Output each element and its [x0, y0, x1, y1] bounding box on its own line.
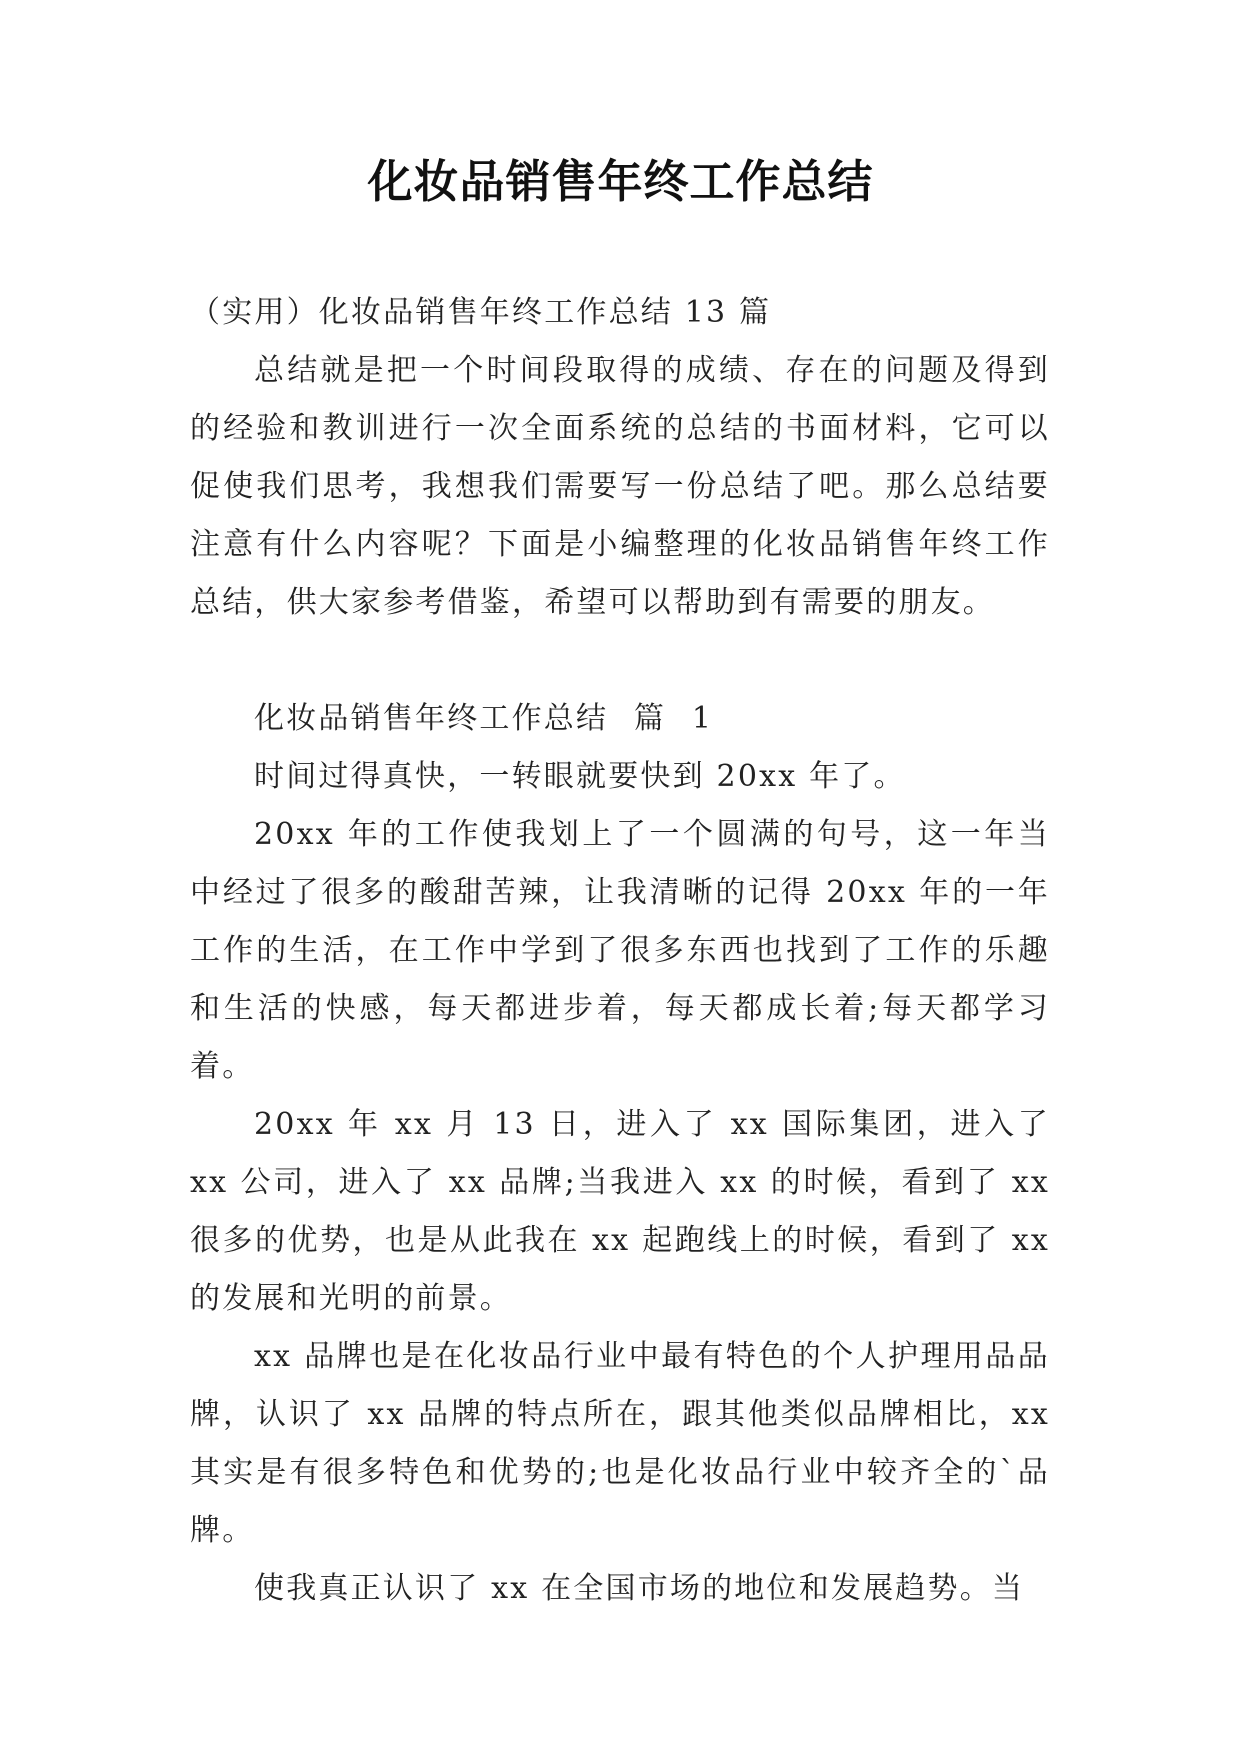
body-paragraph: xx 品牌也是在化妆品行业中最有特色的个人护理用品品牌，认识了 xx 品牌的特点所在，跟其他类似品牌相比，xx 其实是有很多特色和优势的;也是化妆品行业中较齐全的`品牌。	[190, 1339, 1050, 1548]
section-heading: 化妆品销售年终工作总结 篇 1	[254, 701, 714, 736]
document-title: 化妆品销售年终工作总结	[367, 155, 874, 208]
body-paragraph: 使我真正认识了 xx 在全国市场的地位和发展趋势。当	[254, 1571, 1025, 1606]
document-subtitle: （实用）化妆品销售年终工作总结 13 篇	[190, 295, 772, 330]
document-body	[190, 284, 1050, 1618]
intro-paragraph: 总结就是把一个时间段取得的成绩、存在的问题及得到的经验和教训进行一次全面系统的总结的书面材料，它可以促使我们思考，我想我们需要写一份总结了吧。那么总结要注意有什么内容呢？下面是小编整理的化妆品销售年终工作总结，供大家参考借鉴，希望可以帮助到有需要的朋友。	[190, 353, 1050, 620]
body-paragraph: 时间过得真快，一转眼就要快到 20xx 年了。	[254, 759, 906, 794]
body-paragraph: 20xx 年 xx 月 13 日，进入了 xx 国际集团，进入了 xx 公司，进入了 xx 品牌;当我进入 xx 的时候，看到了 xx 很多的优势，也是从此我在 xx 起跑线上的时候，看到了 xx 的发展和光明的前景。	[190, 1107, 1050, 1316]
body-paragraph: 20xx 年的工作使我划上了一个圆满的句号，这一年当中经过了很多的酸甜苦辣，让我清晰的记得 20xx 年的一年工作的生活，在工作中学到了很多东西也找到了工作的乐趣和生活的快感，每天都进步着，每天都成长着;每天都学习着。	[190, 817, 1050, 1084]
